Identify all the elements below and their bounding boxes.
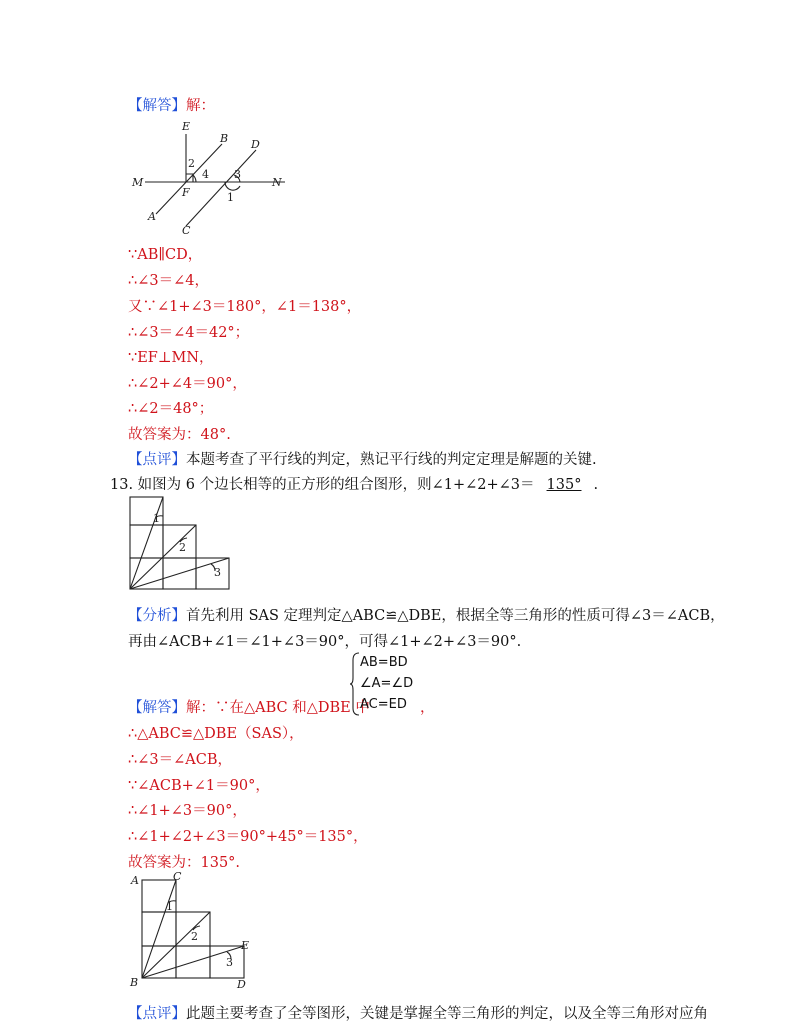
q12-step: ∴∠2+∠4＝90°， (128, 376, 247, 392)
q13-labeled-squares-figure (128, 872, 253, 990)
label-n: N (272, 176, 282, 189)
label-c: C (173, 872, 182, 883)
q13-step: ∴△ABC≌△DBE（SAS）， (128, 726, 304, 742)
q12-comment-tag: 【点评】 (128, 452, 186, 468)
angle-label-2: 2 (191, 930, 198, 943)
q12-step: 又∵∠1+∠3＝180°，∠1＝138°， (128, 299, 362, 315)
label-f: F (182, 186, 190, 199)
q12-comment (128, 448, 597, 469)
angle1-arc (225, 182, 240, 190)
label-b: B (220, 132, 229, 145)
q13-comment (128, 1002, 708, 1023)
diagonal-1 (130, 497, 163, 589)
diagonal-bc (142, 880, 176, 978)
q12-comment-text: 本题考查了平行线的判定，熟记平行线的判定定理是解题的关键. (186, 452, 597, 468)
q13-squares-figure (125, 494, 235, 594)
angle-label-2: 2 (179, 541, 186, 554)
q13-solution-tag: 【解答】 (128, 700, 186, 716)
q12-step: ∵EF⊥MN， (128, 350, 214, 366)
label-b: B (130, 976, 139, 989)
angle-label-1: 1 (153, 512, 160, 525)
q13-step: ∴∠3＝∠ACB， (128, 752, 232, 768)
brace-condition: AC=ED (360, 697, 407, 712)
line-cd (186, 150, 256, 226)
q13-answer-blank: 135° (546, 477, 582, 493)
q12-answer-tag: 【解答】 (128, 98, 186, 114)
q13-brace-conditions (360, 652, 413, 715)
q13-analysis-line1: 首先利用 SAS 定理判定△ABC≌△DBE，根据全等三角形的性质可得∠3＝∠ACB， (186, 608, 725, 624)
label-d: D (251, 138, 260, 151)
q13-solution-heading (128, 696, 370, 717)
q13-analysis-line2: 再由∠ACB+∠1＝∠1+∠3＝90°，可得∠1+∠2+∠3＝90°. (128, 634, 522, 650)
q12-answer-heading (128, 94, 215, 115)
q12-parallel-lines-figure (130, 118, 295, 238)
label-e: E (182, 120, 191, 133)
q13-step: ∵∠ACB+∠1＝90°， (128, 778, 270, 794)
q13-question-prefix: 如图为 6 个边长相等的正方形的组合图形，则∠1+∠2+∠3＝ (137, 477, 535, 493)
label-a: A (148, 210, 156, 223)
line-ab (156, 144, 222, 214)
q12-step: ∴∠3＝∠4， (128, 273, 209, 289)
q13-step: 故答案为：135°. (128, 855, 241, 871)
q12-answer-word: 解： (186, 98, 215, 114)
q13-brace-comma: ， (420, 700, 435, 716)
label-c: C (182, 224, 191, 237)
q12-step: ∴∠2＝48°； (128, 401, 214, 417)
q13-question-suffix: . (593, 477, 599, 493)
angle-label-1: 1 (227, 191, 234, 204)
label-m: M (132, 176, 144, 189)
q13-step: ∴∠1+∠2+∠3＝90°+45°＝135°， (128, 829, 368, 845)
angle-label-2: 2 (188, 157, 195, 170)
q13-number: 13. (110, 477, 134, 493)
q13-question (110, 473, 598, 494)
angle-label-3: 3 (226, 956, 233, 969)
q13-step: ∴∠1+∠3＝90°， (128, 803, 247, 819)
angle-label-3: 3 (234, 168, 241, 181)
q12-step: ∵AB∥CD， (128, 247, 203, 263)
q13-brace (350, 652, 360, 716)
brace-condition: ∠A=∠D (360, 676, 414, 691)
q13-comment-text: 此题主要考查了全等图形，关键是掌握全等三角形的判定，以及全等三角形对应角 (186, 1006, 708, 1022)
q13-analysis (128, 604, 725, 625)
brace-condition: AB=BD (360, 655, 408, 670)
label-a: A (131, 874, 139, 887)
q13-analysis-tag: 【分析】 (128, 608, 186, 624)
angle-label-4: 4 (202, 168, 209, 181)
label-d: D (237, 978, 246, 990)
q12-step: 故答案为：48°. (128, 427, 231, 443)
q13-comment-tag: 【点评】 (128, 1006, 186, 1022)
angle-label-1: 1 (166, 900, 173, 913)
angle-label-3: 3 (214, 566, 221, 579)
label-e: E (241, 939, 250, 952)
q13-solution-intro: 解：∵在△ABC 和△DBE 中 (186, 700, 370, 716)
q12-step: ∴∠3＝∠4＝42°； (128, 325, 250, 341)
